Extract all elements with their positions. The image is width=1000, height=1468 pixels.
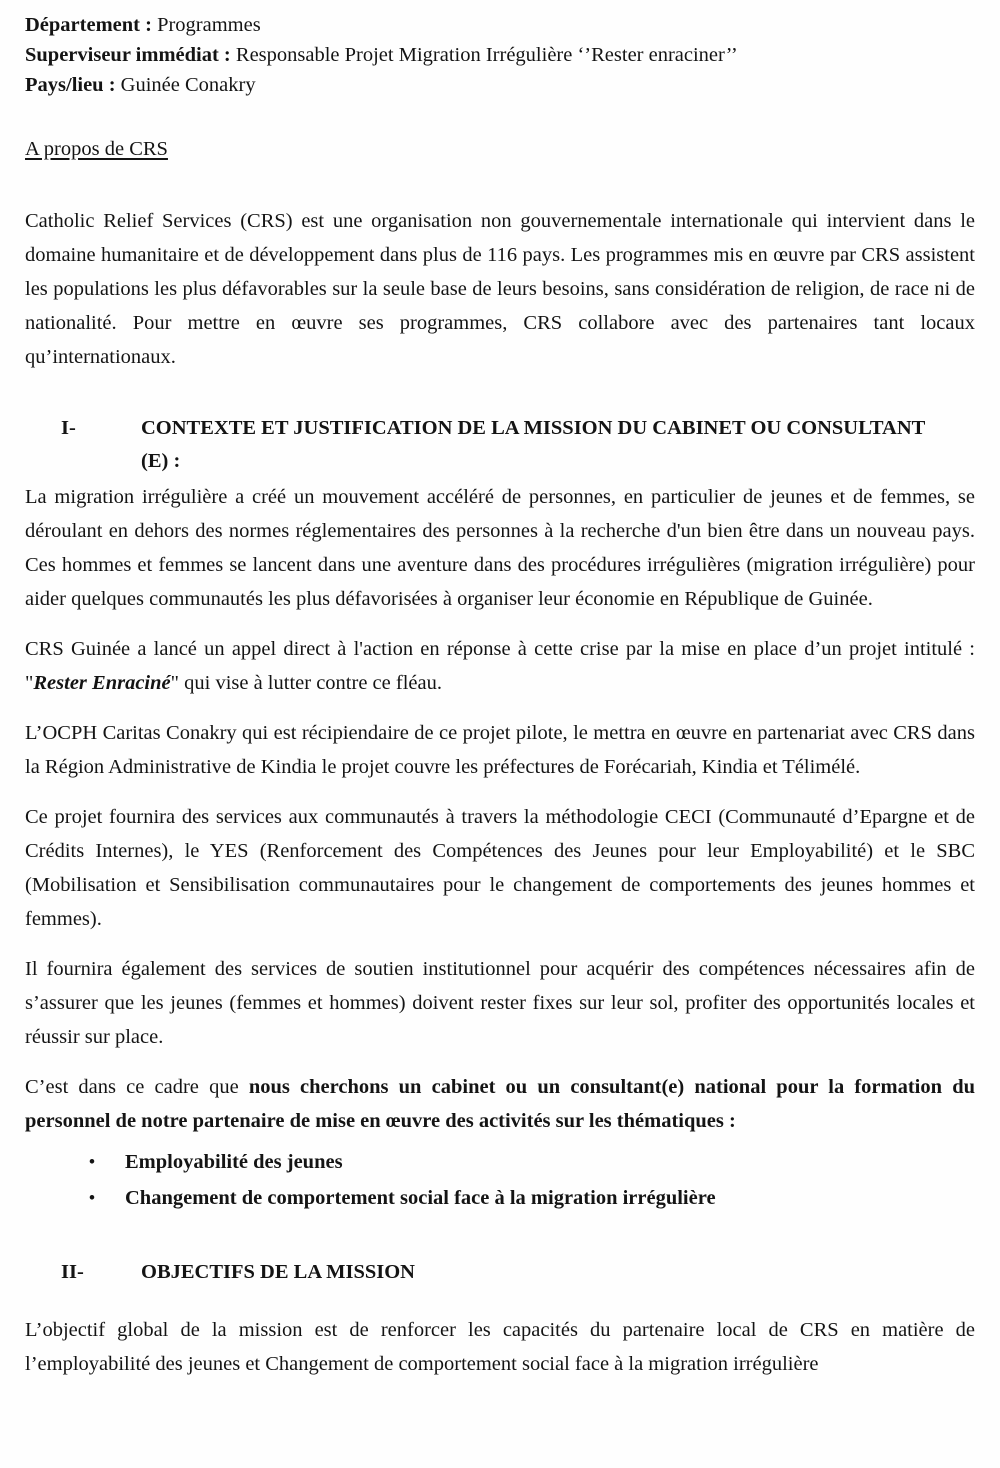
spacer-before-section-two bbox=[25, 1216, 975, 1256]
list-item-label: Employabilité des jeunes bbox=[125, 1151, 343, 1173]
section-one-paragraph-2 bbox=[25, 632, 975, 700]
paragraph-6-bold-text: nous cherchons un cabinet ou un consultant(e) national pour la formation du personnel de notre partenaire de mise en œuvre des activités sur les thématiques : bbox=[25, 1076, 975, 1132]
meta-line-superviseur bbox=[25, 40, 975, 70]
metadata-block bbox=[25, 10, 975, 100]
meta-label-pays-lieu: Pays/lieu : bbox=[25, 74, 116, 96]
section-one-paragraph-5: Il fournira également des services de soutien institutionnel pour acquérir des compétences nécessaires afin de s’assurer que les jeunes (femmes et hommes) doivent rester fixes sur leur sol, profiter des opportunités locales et réussir sur place. bbox=[25, 958, 975, 1048]
section-one-paragraph-4: Ce projet fournira des services aux communautés à travers la méthodologie CECI (Communauté d’Epargne et de Crédits Internes), le YES (Renforcement des Compétences des Jeunes pour leur Employabilité) et le SBC (Mobilisation et Sensibilisation communautaires pour le changement de comportements des jeunes hommes et femmes). bbox=[25, 806, 975, 930]
meta-label-departement: Département : bbox=[25, 14, 152, 36]
spacer-after-section-two-heading bbox=[25, 1291, 975, 1313]
section-one-title: CONTEXTE ET JUSTIFICATION DE LA MISSION DU CABINET OU CONSULTANT (E) : bbox=[141, 417, 925, 472]
section-two-number: II- bbox=[61, 1261, 84, 1283]
bullet-dot-icon: • bbox=[89, 1188, 95, 1207]
spacer-after-metadata bbox=[25, 104, 975, 134]
spacer-after-about-heading bbox=[25, 164, 975, 204]
meta-line-pays-lieu bbox=[25, 70, 975, 100]
list-item-label: Changement de comportement social face à la migration irrégulière bbox=[125, 1187, 716, 1209]
list-item bbox=[25, 1180, 975, 1216]
section-one-paragraph-1: La migration irrégulière a créé un mouvement accéléré de personnes, en particulier de jeunes et de femmes, se déroulant en dehors des normes réglementaires des personnes à la recherche d'un bien être dans un nouveau pays. Ces hommes et femmes se lancent dans une aventure dans des procédures irrégulières (migration irrégulière) pour aider quelques communautés les plus défavorisées à organiser leur économie en République de Guinée. bbox=[25, 486, 975, 610]
project-name-emphasis: Rester Enraciné bbox=[33, 672, 171, 694]
section-two-heading bbox=[25, 1256, 975, 1289]
spacer-before-section-one bbox=[25, 390, 975, 412]
bullet-dot-icon: • bbox=[89, 1152, 95, 1171]
section-one-paragraph-6 bbox=[25, 1070, 975, 1138]
section-one-paragraph-3: L’OCPH Caritas Conakry qui est récipiendaire de ce projet pilote, le mettra en œuvre en partenariat avec CRS dans la Région Administrative de Kindia le projet couvre les préfectures de Forécariah, Kindia et Télimélé. bbox=[25, 722, 975, 778]
section-one-number: I- bbox=[61, 417, 76, 439]
about-crs-heading-row bbox=[25, 134, 975, 164]
meta-value-pays-lieu: Guinée Conakry bbox=[115, 74, 256, 96]
meta-value-superviseur: Responsable Projet Migration Irrégulière ‘’Rester enraciner’’ bbox=[230, 44, 738, 66]
about-crs-paragraph: Catholic Relief Services (CRS) est une organisation non gouvernementale internationale qui intervient dans le domaine humanitaire et de développement dans plus de 116 pays. Les programmes mis en œuvre par CRS assistent les populations les plus défavorables sur la seule base de leurs besoins, sans considération de religion, de race ni de nationalité. Pour mettre en œuvre ses programmes, CRS collabore avec des partenaires tant locaux qu’internationaux. bbox=[25, 210, 975, 368]
meta-line-departement bbox=[25, 10, 975, 40]
thematiques-list bbox=[25, 1144, 975, 1216]
meta-label-superviseur: Superviseur immédiat : bbox=[25, 44, 231, 66]
paragraph-6-lead-text: C’est dans ce cadre que bbox=[25, 1076, 249, 1098]
meta-value-departement: Programmes bbox=[151, 14, 261, 36]
about-crs-heading: A propos de CRS bbox=[25, 138, 168, 160]
section-two-title: OBJECTIFS DE LA MISSION bbox=[141, 1261, 415, 1283]
list-item bbox=[25, 1144, 975, 1180]
section-one-heading bbox=[25, 412, 975, 478]
paragraph-2-lead-text: CRS Guinée a lancé un appel direct à l'action en réponse à cette crise par la mise en place d’un projet intitulé : " bbox=[25, 638, 975, 694]
section-two-paragraph-1: L’objectif global de la mission est de renforcer les capacités du partenaire local de CRS en matière de l’employabilité des jeunes et Changement de comportement social face à la migration irrégulière bbox=[25, 1319, 975, 1375]
paragraph-2-trailing-text: " qui vise à lutter contre ce fléau. bbox=[170, 672, 442, 694]
